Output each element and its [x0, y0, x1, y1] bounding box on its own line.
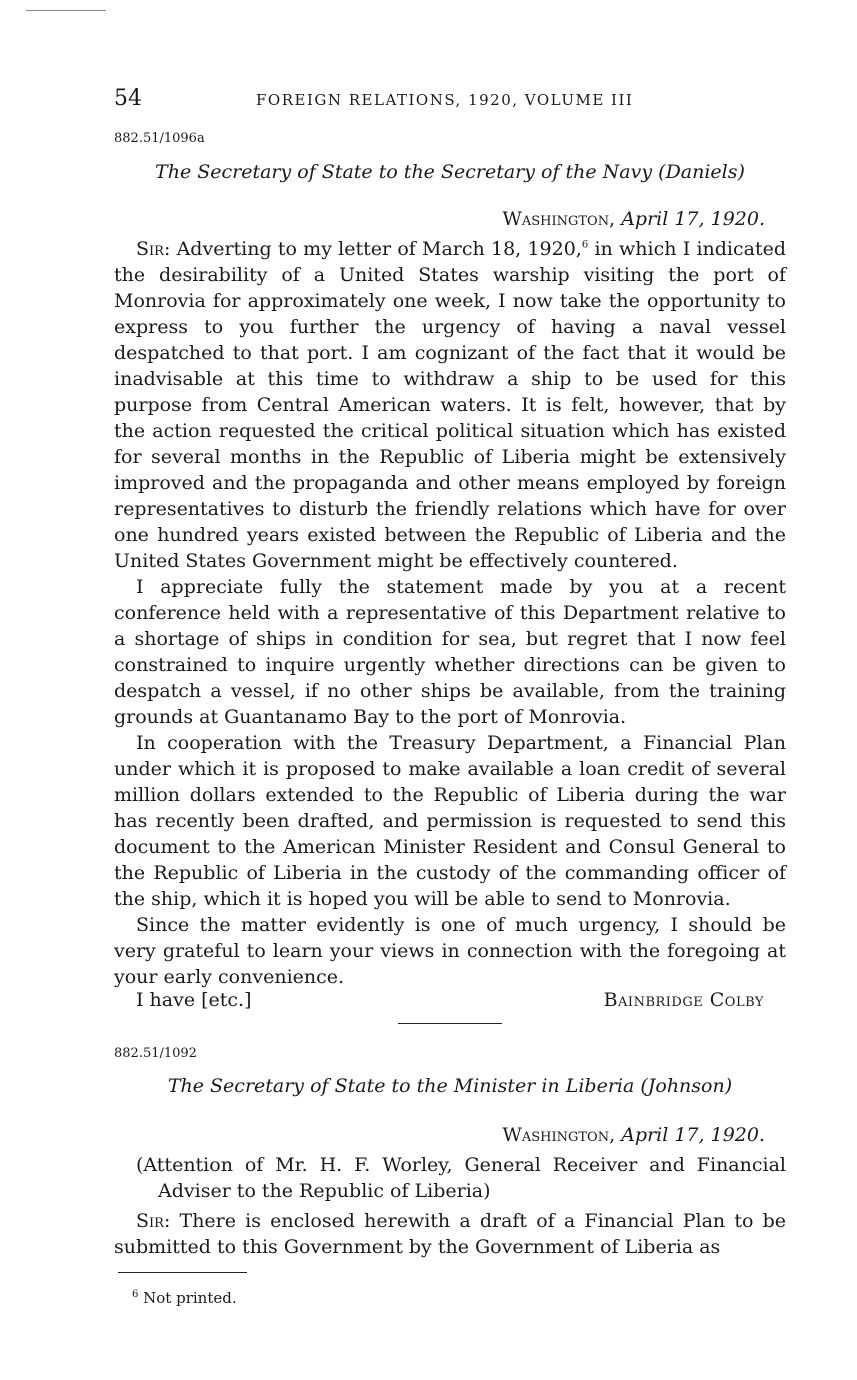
heading-recipient-1: Daniels [665, 161, 738, 183]
paragraph-1 [114, 236, 786, 574]
dateline-2: Washington, April 17, 1920. [502, 1124, 765, 1146]
paragraph-1-text-b: in which I indicated the desirability of a United States warship visiting the port of Monrovia for approximately one week, I now take the opportunity to express to you further the urgency of having a naval vessel despatched to that port. I am cognizant of the fact that it would be inadvisable at this time to withdraw a ship to be used for this purpose from Central American waters. It is felt, however, that by the action requested the critical political situation which has existed for several months in the Republic of Liberia might be extensively improved and the propaganda and other means employed by foreign representatives to disturb the friendly relations which have for over one hundred years existed between the Republic of Liberia and the United States Government might be effectively countered. [114, 238, 787, 572]
dateline-1: Washington, April 17, 1920. [502, 208, 765, 230]
letter-body-1 [114, 236, 786, 990]
footnote-rule [118, 1272, 247, 1273]
running-head: FOREIGN RELATIONS, 1920, VOLUME III [256, 91, 634, 109]
document-heading-2 [114, 1073, 786, 1099]
dateline-place-1: Washington [502, 208, 610, 230]
heading-close-2: ) [724, 1075, 733, 1097]
paragraph-2: I appreciate fully the statement made by you at a recent conference held with a representative of this Department relative to a shortage of ships in condition for sea, but regret that I now feel constrained to inquire urgently whether directions can be given to despatch a vessel, if no other ships be available, from the training grounds at Guantanamo Bay to the port of Monrovia. [114, 576, 786, 728]
heading-close-1: ) [737, 161, 745, 183]
salutation-1: Sir [136, 238, 164, 260]
paragraph-4: Since the matter evidently is one of much urgency, I should be very grateful to learn your views in connection with the foregoing at your early convenience. [114, 914, 786, 988]
dateline-date-2: April 17, 1920. [621, 1124, 765, 1146]
paragraph-1-text-a: : Adverting to my letter of March 18, 1920, [163, 238, 582, 260]
salutation-2: Sir [136, 1210, 164, 1232]
file-number-2: 882.51/1092 [114, 1046, 197, 1061]
footnote-marker: 6 [132, 1289, 139, 1300]
page-header [114, 86, 786, 112]
top-rule [26, 10, 106, 11]
document-heading-1 [114, 159, 786, 185]
heading-text-2: The Secretary of State to the Minister in Liberia ( [167, 1075, 648, 1097]
heading-recipient-2: Johnson [647, 1075, 725, 1097]
dateline-place-2: Washington [502, 1124, 610, 1146]
closing: I have [etc.] [136, 989, 252, 1011]
footnote [132, 1288, 237, 1308]
page-number: 54 [114, 86, 142, 111]
letter-body-2 [114, 1208, 786, 1260]
dateline-date-1: April 17, 1920. [621, 208, 765, 230]
file-number-1: 882.51/1096a [114, 131, 205, 146]
paragraph-5-text: : There is enclosed herewith a draft of a Financial Plan to be submitted to this Government by the Government of Liberia as [114, 1210, 786, 1258]
section-divider [398, 1023, 502, 1024]
heading-text-1: The Secretary of State to the Secretary of the Navy ( [155, 161, 666, 183]
paragraph-3: In cooperation with the Treasury Department, a Financial Plan under which it is proposed to make available a loan credit of several million dollars extended to the Republic of Liberia during the war has recently been drafted, and permission is requested to send this document to the American Minister Resident and Consul General to the Republic of Liberia in the custody of the commanding officer of the ship, which it is hoped you will be able to send to Monrovia. [114, 732, 786, 910]
paragraph-5 [114, 1208, 786, 1260]
footnote-text: Not printed. [143, 1289, 237, 1307]
signature: Bainbridge Colby [603, 989, 764, 1011]
attention-note: (Attention of Mr. H. F. Worley, General Receiver and Financial Adviser to the Republic of Liberia) [136, 1154, 786, 1202]
footnote-ref-6: 6 [581, 239, 589, 251]
signoff-1 [114, 987, 764, 1013]
